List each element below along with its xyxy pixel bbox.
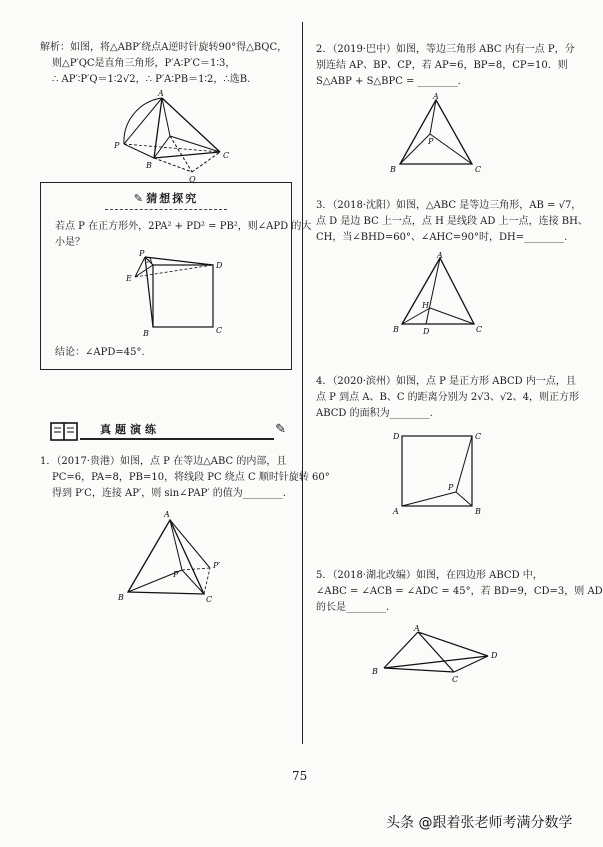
figure-square-outside-point <box>125 249 235 339</box>
q2-fig-label-b: B <box>390 165 396 174</box>
q2-fig-label-a: A <box>433 92 439 101</box>
guess-question-line-1: 若点 P 在正方形外，2PA² + PD² = PB²，则∠APD 的大 <box>55 221 312 232</box>
guess-fig-label-e: E <box>126 274 132 283</box>
q3-line-1: 3．（2018·沈阳）如图，△ABC 是等边三角形，AB = √7， <box>316 200 582 211</box>
guess-fig-label-b: B <box>143 329 149 338</box>
q1-line-1: 1．（2017·贵港）如图，点 P 在等边△ABC 的内部，且 <box>40 456 287 467</box>
q4-fig-label-c: C <box>475 432 482 441</box>
fig1-label-p: P <box>114 141 120 150</box>
q4-fig-label-b: B <box>475 507 481 516</box>
guess-fig-label-d: D <box>216 261 223 270</box>
q2-line-1: 2．（2019·巴中）如图，等边三角形 ABC 内有一点 P，分 <box>316 44 575 55</box>
pencil-icon: ✎ <box>275 422 286 437</box>
fig1-label-a: A <box>158 89 164 98</box>
q3-fig-label-a: A <box>437 251 443 260</box>
guess-fig-label-a: A <box>147 256 153 265</box>
q5-fig-label-a: A <box>414 624 420 633</box>
q3-fig-label-b: B <box>393 325 399 334</box>
figure-q5-quadrilateral <box>370 622 500 686</box>
q1-line-3: 得到 P′C，连接 AP′，则 sin∠PAP′ 的值为________. <box>52 488 286 499</box>
watermark-text: 头条 @跟着张老师考满分数学 <box>386 815 573 831</box>
q4-fig-label-a: A <box>393 507 399 516</box>
q1-fig-label-a: A <box>164 510 170 519</box>
q3-fig-label-d: D <box>423 327 430 336</box>
fig1-label-b: B <box>146 161 152 170</box>
figure-rotation-triangle <box>110 86 240 184</box>
q5-fig-label-c: C <box>452 675 459 684</box>
guess-box-dashline <box>105 209 227 210</box>
analysis-line-1: 解析：如图，将△ABP′绕点A逆时针旋转90°得△BQC， <box>40 42 288 53</box>
figure-q1-equilateral <box>118 508 238 608</box>
q1-line-2: PC=6，PA=8，PB=10，将线段 PC 绕点 C 顺时针旋转 60° <box>52 472 330 483</box>
analysis-line-3: ∴ AP′∶P′Q＝1∶2√2，∴ P′A∶PB＝1∶2，∴选B. <box>52 74 251 85</box>
figure-q4-square <box>390 426 490 516</box>
pencil-icon: ✎ <box>133 192 144 205</box>
q1-fig-label-c: C <box>206 595 213 604</box>
book-icon <box>50 420 78 442</box>
figure-q3-equilateral <box>392 252 492 336</box>
q2-line-2: 别连结 AP、BP、CP，若 AP=6，BP=8，CP=10．则 <box>316 60 568 71</box>
page-number: 75 <box>292 769 308 783</box>
q4-line-1: 4．（2020·滨州）如图，点 P 是正方形 ABCD 内一点，且 <box>316 376 576 387</box>
column-divider <box>302 22 303 744</box>
q3-fig-label-h: H <box>422 301 429 310</box>
fig1-label-c: C <box>223 151 230 160</box>
figure-q2-equilateral <box>390 92 490 178</box>
guess-fig-label-c: C <box>216 326 223 335</box>
q4-fig-label-d: D <box>393 432 400 441</box>
q2-fig-label-c: C <box>475 165 482 174</box>
q2-line-3: S△ABP + S△BPC = ________. <box>316 76 461 87</box>
q5-fig-label-d: D <box>491 651 498 660</box>
section-rule <box>80 438 274 440</box>
section-title: 真题演练 <box>100 423 160 436</box>
q1-fig-label-b: B <box>118 593 124 602</box>
guess-conclusion: 结论：∠APD=45°. <box>55 347 145 358</box>
q4-line-3: ABCD 的面积为________. <box>316 408 433 419</box>
q3-line-2: 点 D 是边 BC 上一点，点 H 是线段 AD 上一点，连接 BH、 <box>316 216 588 227</box>
guess-box-title: 猜想探究 <box>146 192 199 205</box>
q5-line-3: 的长是________. <box>316 602 390 613</box>
q3-fig-label-c: C <box>476 325 483 334</box>
q5-fig-label-b: B <box>372 667 378 676</box>
q5-line-1: 5．（2018·湖北改编）如图，在四边形 ABCD 中， <box>316 570 543 581</box>
q3-line-3: CH，当∠BHD=60°、∠AHC=90°时，DH=________. <box>316 232 568 243</box>
q4-fig-label-p: P <box>448 483 454 492</box>
q2-fig-label-p: P <box>428 137 434 146</box>
q4-line-2: 点 P 到点 A、B、C 的距离分别为 2√3、√2、4，则正方形 <box>316 392 580 403</box>
guess-question-line-2: 小是？ <box>55 237 85 248</box>
guess-fig-label-p: P <box>139 249 145 258</box>
guess-explore-box <box>40 182 312 370</box>
q1-fig-label-p: P <box>173 570 179 579</box>
q5-line-2: ∠ABC = ∠ACB = ∠ADC = 45°，若 BD=9，CD=3，则 AD <box>316 586 603 597</box>
q1-fig-label-pprime: P′ <box>213 561 221 570</box>
section-header-real-exam <box>40 420 288 442</box>
analysis-line-2: 则△P′QC是直角三角形，P′A∶P′C＝1∶3， <box>52 58 236 69</box>
fig1-label-q: Q <box>189 175 196 184</box>
